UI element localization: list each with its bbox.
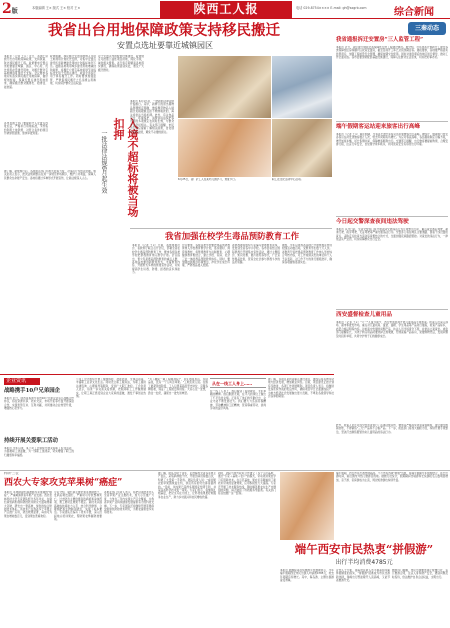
page-number: 2版 — [2, 1, 18, 17]
bottom-left-body-2: 专家介绍，腐烂病主要危害苹果树枝干，发病后树皮腐烂，严重时可导致整株死亡。过去防治主要依靠刮治病疤和涂抹药剂，费工费时且效果不稳定。新技术从提高树体抗病能力入手，结合科学修剪、合理施肥和生物制剂防治，实现了标本兼治。专家团队还编写了技术手册，深入田间地头培训果农，帮助果农掌握防控要领。 — [54, 491, 102, 522]
drug-top-rule — [130, 228, 332, 229]
bottom-right-body-2: 业内人士分析，随着居民收入水平提高和带薪休假制度的落实，"拼假游"逐渐成为市民出游新选择，错峰出行既能避开人流高峰，又能节省旅游开支。 — [336, 569, 390, 583]
center-body-c: 据了解，该项目是我省重点建设项目，建成后将有效带动地方经济发展，增加就业岗位。目前，项目建设正按计划有序推进，各项工作进展顺利。项目负责人表示，将继续发扬连续作战的优良作风，确保项目早日全面建成投产，为地方经济社会发展做出更大贡献，不辜负各级领导和社会各界的期望。 — [268, 378, 334, 399]
masthead — [0, 0, 450, 20]
right-rule-3 — [336, 309, 448, 310]
drug-body-2: 会议要求，各级各类学校要把毒品预防教育纳入学校教育教学计划，落实课时、师资和教材，将禁毒教育与法制教育、心理健康教育相结合，建立学校、家庭、社会三位一体的毒品预防教育体系。同时，要加强校园周边环境整治，净化学生成长环境，严防毒品侵入校园。 — [182, 244, 230, 268]
bottom-kicker: 科研·三农 — [4, 472, 19, 475]
center-body-b: 在一线工人身上，我们看到了爱岗敬业、无私奉献的精神。他们默默无闻，在平凡的岗位上做出了不平凡的业绩。正是有了他们的辛勤付出，企业才能不断发展壮大。我们要大力弘扬劳模精神、劳动精神和工匠精神，营造尊重劳动、崇尚劳动的良好风尚。 — [210, 390, 266, 411]
left-art2-body: 本报讯 今年以来，某公司工会持续开展关爱职工系列活动，为困难职工送温暖，为一线职工送清凉，切实增强了职工的归属感和幸福感。 — [4, 447, 74, 457]
bottom-right-intro: 端午假期，西安市民出游热情高涨。不少市民选择"拼假"出游，将端午假期与年假相结合，延长出游时间，前往国内外热门旅游目的地。据旅行社统计，假期期间出境游和长线游报名人数明显增加，亲子游、家庭游成为主流，周边短途游也持续升温。 — [336, 472, 448, 482]
left-bottom-column — [4, 378, 74, 468]
right-art3-title: 今日起交警深查夜间违法驾驶 — [336, 219, 409, 225]
bottom-left-headline: 西农大专家攻克苹果树“癌症” — [4, 478, 123, 488]
bottom-left-block — [4, 472, 154, 626]
left-art2-title: 持续开展关爱职工活动 — [4, 438, 58, 444]
drug-body-4: 据悉，今年以来我省各地已开展禁毒宣传进校园活动数百场，受教育学生数十万人次。省教育厅将把毒品预防教育工作纳入学校综合考核内容，对工作成绩突出的单位和个人予以表彰，对工作不力的进行通报批评，确保各项措施落到实处。 — [282, 244, 332, 265]
bottom-mid-body-1: 据了解，团队历时十余年，足迹遍布全省各苹果主产县区，采集病样数千份，开展田间试验数百次，积累了大量第一手资料。团队负责人说："看到果农的苹果园恢复生机，我们所有的付出都是值得的。"目前，该成果已获得多项国家发明专利，并荣获省科学技术奖一等奖。专家们表示，将继续扎根基层，把论文写在大地上，让科技成果更好地服务农业生产，助力乡村振兴和农民增收致富。 — [158, 472, 216, 499]
lead-body: 本报讯（记者 王×）近日，省国土资源厅出台用地保障政策，支持陕南、陕北移民搬迁工程。政策要求安置点选址要靠近城镇、园区、中心村，优先使用存量建设用地，对搬迁群众宅基地腾退复垦给予支持。会议要求各地切实落实移民搬迁用地保障，做好规划衔接，保障安置点建设用地需求，确保搬迁群众搬得出、稳得住、能致富。 — [4, 55, 48, 89]
lead-subheadline: 安置点选址要靠近城镇园区 — [117, 41, 213, 50]
law-body-b: 据了解，新规施行后，各地执法部门将加大检查力度，对违法行为依法处理。相关负责人表示，此次法规调整旨在进一步规范市场秩序，维护公共利益，保障人民群众生命财产安全。各地将通过多种形式开展宣传，让新法规深入人心。 — [4, 170, 96, 180]
bottom-right-body-1: 本报讯 据携程等在线旅游平台数据显示，今年端午假期西安市民出游人均消费4785元，较去年同期有所增长。其中，海岛游、主题乐园游备受青睐。 — [280, 569, 334, 583]
section-divider — [0, 374, 334, 375]
right-art3-body: 本报讯 从今日起，全省交警部门将开展夜间交通违法行为专项整治行动，重点查处酒后驾驶、超速行驶、疲劳驾驶、无证驾驶等严重交通违法行为。交警部门将在城区主要道路、国省干线设置检查点，采取定点检查与流动巡查相结合的方式，全面加强夜间路面管控。对查处的违法行为，一律依法从严处罚，切实保障群众出行安全。 — [336, 228, 448, 242]
lead-body-col3: 政策明确，移民搬迁安置用地纳入年度土地利用计划优先安排，对集中安置点建设所需新增建设用地计划指标单列下达。鼓励各地利用城乡建设用地增减挂钩政策，将搬迁户原宅基地复垦节余指标优先用于安置点建设，收益全部返还用于移民搬迁工作。同时要求加强监管，严禁借移民搬迁之名违规占用耕地，切实保护群众合法权益。 — [50, 55, 96, 86]
bottom-photo — [280, 472, 334, 540]
left-art1-title: 战略携手10户兄弟园企 — [4, 388, 61, 394]
center-heading-box — [210, 378, 266, 388]
drug-headline: 我省加强在校学生毒品预防教育工作 — [165, 231, 299, 241]
right-rule-2 — [336, 216, 448, 217]
column-tag: 企业资讯 — [4, 378, 40, 385]
bottom-right-subheadline: 出行半均消费4785元 — [335, 559, 393, 566]
photo-activity — [178, 119, 271, 177]
bottom-left-body-3: 省果业部门负责人表示，将把这项技术列入全省苹果产业主推技术，加大示范推广力度，力争在三年内实现主产区全覆盖，为我省苹果产业持续健康发展提供有力的科技支撑。下一步，专家团队还将继续开展苹果病虫害绿色防控技术研究，为果农提供更多实用技术。 — [104, 491, 154, 515]
right-badge: 三秦动态 — [408, 22, 446, 35]
photo-center — [272, 119, 332, 177]
right-art4-title: 西安盛督检查儿童用品 — [336, 312, 392, 318]
photo-caption-right: 职工在文化活动中心活动。 — [272, 178, 304, 181]
right-lower-body: 此外，检查人员还对部分经营者进行了法律法规宣传，要求其严格落实进货查验制度，建立健全购销台账，不得销售"三无"产品和不合格产品。下一步，质监部门将加大抽检力度，持续开展专项整治，坚决打击制售假冒伪劣儿童用品的违法行为。 — [336, 424, 448, 434]
vertical-subhead: 一批法律法规6月起生效 — [100, 130, 107, 194]
drug-body-1: 本报讯（记者 王×）日前，省禁毒委员会、省教育厅联合召开会议，部署全省在校学生毒品预防教育工作，要求各级各类学校把禁毒教育纳入教学计划。会议指出，青少年是毒品预防教育的重点人群，各地各校要创新教育形式，丰富教育内容，开展形式多样的禁毒宣传活动，切实提高学生识毒、防毒、拒毒的意识和能力。 — [132, 244, 180, 275]
bottom-right-headline: 端午西安市民热衷“拼假游” — [294, 542, 434, 556]
masthead-info: 本版编辑 王× 版式 王× 校对 王× — [32, 6, 81, 10]
vertical-headline: 入境不超标将被当场扣押 — [112, 118, 139, 217]
right-art2-body: 本报讯（记者 王×）端午假期，全省各长途汽车客运站迎来旅客出行高峰。据统计，假期首日西安各客运站共发送旅客数万人次，较去年同期有所增长。为应对客流高峰，各站提前制定运输方案，增开加班车辆，延长售票时间，保障旅客顺利出行。交通部门提醒，出行旅客要提前购票，合理安排行程，注意行车安全，自觉遵守乘车秩序，共同营造安全有序的出行环境。 — [336, 133, 448, 147]
section-name: 综合新闻 — [394, 7, 434, 18]
center-heading: 从在一线工人身上…… — [212, 381, 252, 386]
lead-body-col4: 对于安置点内的配套设施建设，政策规定可按照公益性项目供地，简化手续，减免相关费用。省厅将定期督查各地落实情况，确保政策落到实处，惠及广大搬迁群众。 — [98, 55, 144, 72]
bottom-left-body-1: 本报讯 苹果树腐烂病被称为苹果树的"癌症"，严重威胁我省苹果产业发展。西北农林科技大学专家团队经过多年攻关，在腐烂病致病机理和防控技术研究方面取得重大突破，研发出一套高效、绿色的综合防控技术体系。该技术已在我省多个苹果主产区推广应用，防治效果显著，每亩可为果农增收数百元，受到果农普遍欢迎。 — [4, 491, 52, 518]
bottom-mid-body-2: 同时，团队与地方政府合作建立了多个示范基地，通过"专家＋基地＋农户"的模式，带动周边果农学习应用新技术。在示范基地，果农们亲眼看到了新技术带来的显著效果，应用积极性大大提高。专家还开通了技术服务热线，随时解答果农在生产中遇到的问题，真正做到了科技服务零距离。有关部门将总结推广这一经验。 — [218, 472, 276, 496]
lead-body-col2: 各市县国土部门要提前介入安置点选址论证，严格执行用地标准，节约集约利用土地资源，对符合条件的项目开辟绿色通道，加快审批进度。 — [4, 122, 48, 136]
right-art2-title: 端午假期客运站迎来旅客出行高峰 — [336, 124, 420, 130]
drug-body-3: 省禁毒委将组织专家编写禁毒教育读本，发放到全省各中小学校。各市县将结合国际禁毒日开展集中宣传活动，通过主题班会、知识竞赛、图片展览等形式，广泛宣传毒品危害，营造全社会参与禁毒斗争的良好氛围。 — [232, 244, 280, 265]
right-art1-title: 我省通报拆迁安置房“三人监管工程” — [336, 37, 424, 43]
photo-workers — [272, 56, 332, 118]
bottom-right-block — [280, 472, 448, 626]
lead-headline: 我省出台用地保障政策支持移民搬迁 — [48, 22, 280, 39]
center-body-a: "为了确保一期工程顺利投产，我们加班加点，连续奋战，没有一个人叫苦叫累。"工地负责人说。在施工最紧张的阶段，工人们冒着高温坚守岗位，克服各种困难，保证了工程质量和进度。大家心往一处想，劲往一处使，涌现出一批先进典型。 — [148, 378, 208, 395]
right-art1-body: 本报讯 近日，省住建厅通报全省保障性安居工程建设情况。据介绍，今年我省计划新开工建设各类保障性住房和棚户区改造安置房，截至目前开工率已达到预期目标。通报要求，各地要严格落实监管责任，加强工程质量安全管理，确保按期交付使用。同时对进度滞后的地区进行督导，推动工作全面完成。各市县要加快配套基础设施建设，保障入住群众生活需求，切实把好事办好。 — [336, 46, 448, 60]
law-body-a: 本报讯 6月1日起，一批新的法律法规开始施行。其中，新修订的进出境物品管理规定明确，旅客携带物品入境超过免税限额且拒不缴纳税款的，海关将依法当场扣押。此外，有关食品安全、环境保护、消费者权益保护等方面的多项规定也同时生效，与群众生活密切相关。有关部门提醒，市民出行前应提前了解相关政策，自觉遵守法律法规，避免不必要的损失。 — [130, 100, 174, 134]
paper-name: 陕西工人报 — [160, 1, 292, 18]
photo-kindergarten — [178, 56, 271, 118]
left-art1-body: 本报讯 近日，陕西某集团与省内10户兄弟企业签订战略合作协议，将在资源共享、技术交流、市场开拓等方面开展深度合作，实现优势互补、互利共赢，共同推动企业转型升级，增强核心竞争力。 — [4, 397, 74, 411]
left-extra-body: 公司工会还组织开展了健康体检、技能培训、文体活动等，丰富职工业余文化生活。同时设立职工服务站，为职工提供法律咨询、心理疏导等服务，受到广大职工欢迎。工会负责人表示，将进一步完善关爱机制，把服务职工工作做细做实，让职工真正感受到企业大家庭的温暖，激发干事创业热情。 — [76, 378, 146, 399]
right-column — [336, 22, 448, 422]
photo-caption-left: 6月25日，省厂矿工人在某幼儿园学习，欢度节日。 — [178, 178, 238, 181]
contact-line: 电话 029-8754×××× E-mail: gh@sxgrb.com — [296, 6, 367, 10]
bottom-rule — [0, 470, 450, 471]
masthead-rule — [0, 18, 450, 19]
right-art4-body: 本报讯（记者 王×）"六一"儿童节前夕，西安市质监局开展儿童用品专项检查。检查人员深入商场、超市和批发市场，重点对儿童玩具、童装、童鞋、学生用品等产品进行抽查，检查产品标识、质量合格证明等内容。对检查中发现的问题产品，执法人员当场责令下架，并依法立案查处。质监部门提醒家长，为孩子购买用品时要选择正规渠道，仔细查看产品标识，索要购物凭证，发现问题及时投诉举报，共同守护孩子们的健康成长。 — [336, 321, 448, 338]
right-rule-1 — [336, 121, 448, 122]
side-vertical-block — [97, 118, 139, 226]
bottom-right-body-3: 旅游部门提醒，市民出游要选择正规旅行社，签订旅游合同，注意人身和财产安全，遇到问题及时投诉，依法维护自身合法权益，文明出行。 — [392, 569, 448, 579]
